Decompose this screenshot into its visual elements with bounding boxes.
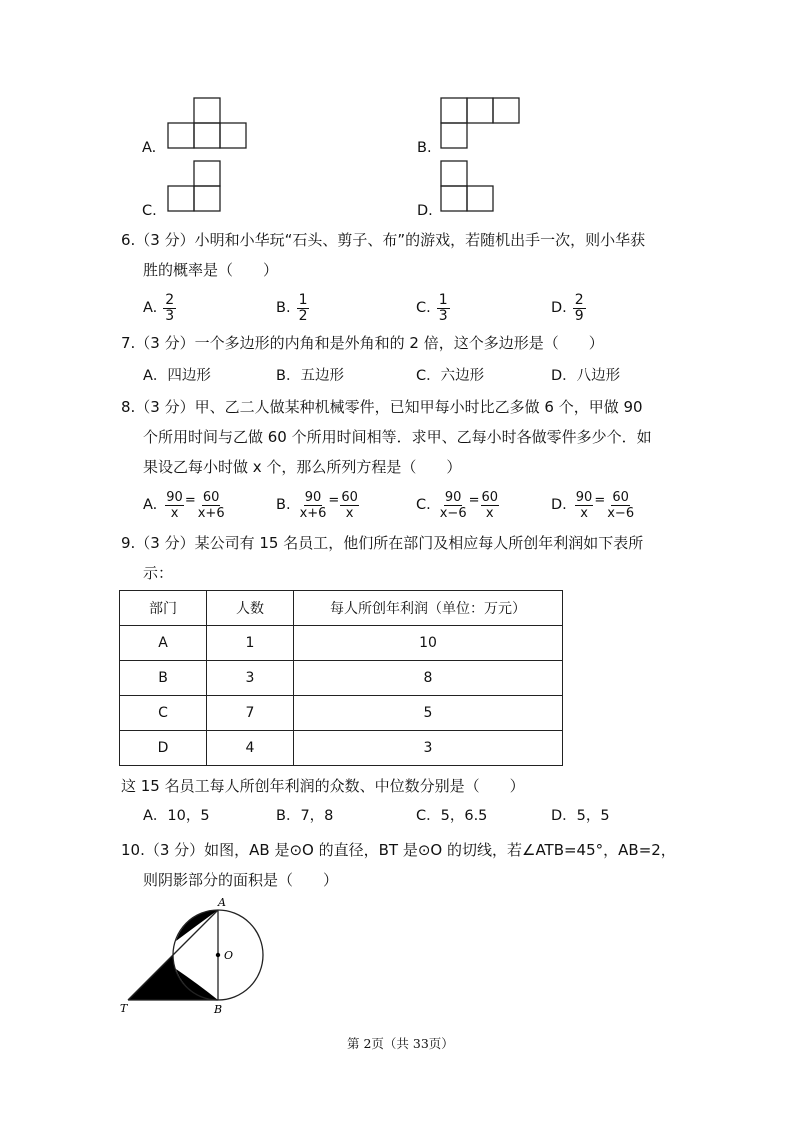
denominator: x+6 bbox=[197, 505, 225, 521]
numerator: 60 bbox=[202, 489, 220, 505]
table-cell: C bbox=[120, 696, 207, 731]
profit-table bbox=[119, 590, 563, 766]
table-header-cell: 部门 bbox=[120, 591, 207, 626]
numerator: 60 bbox=[481, 489, 499, 505]
table-cell: 5 bbox=[294, 696, 563, 731]
fraction-left bbox=[299, 490, 328, 521]
denominator: x bbox=[580, 505, 588, 521]
q8-equation bbox=[575, 489, 635, 521]
q10-text-line1: 10.（3 分）如图，AB 是⊙O 的直径，BT 是⊙O 的切线，若∠ATB=45°，AB=2， bbox=[121, 841, 676, 859]
q8-text-line3: 果设乙每小时做 x 个，那么所列方程是（ ） bbox=[143, 458, 462, 476]
denominator: x bbox=[345, 505, 354, 521]
denominator: x−6 bbox=[439, 505, 467, 521]
table-row bbox=[120, 626, 563, 661]
q9-option-c: C．5，6.5 bbox=[416, 808, 488, 824]
numerator: 90 bbox=[575, 489, 593, 505]
fraction-right bbox=[481, 490, 500, 521]
numerator: 60 bbox=[341, 489, 358, 505]
equals-sign: = bbox=[594, 493, 606, 508]
q7-text-line1: 7.（3 分）一个多边形的内角和是外角和的 2 倍，这个多边形是（ ） bbox=[121, 334, 604, 352]
q8-option-d bbox=[551, 489, 635, 521]
table-row bbox=[120, 661, 563, 696]
q9-text-line2: 示： bbox=[143, 564, 174, 582]
table-header-cell: 每人所创年利润（单位：万元） bbox=[294, 591, 563, 626]
table-cell: 4 bbox=[207, 731, 294, 766]
table-cell: D bbox=[120, 731, 207, 766]
q5-net-c bbox=[168, 161, 224, 213]
denominator: 9 bbox=[574, 307, 584, 324]
equals-sign: = bbox=[328, 493, 340, 508]
numerator: 1 bbox=[438, 291, 448, 308]
q7-option-b: B．五边形 bbox=[276, 368, 344, 384]
numerator: 60 bbox=[612, 489, 629, 505]
q8-equation bbox=[439, 489, 499, 521]
q6-fraction bbox=[297, 293, 310, 324]
q10-text-line2: 则阴影部分的面积是（ ） bbox=[143, 871, 339, 889]
q5-net-a bbox=[168, 98, 248, 150]
q6-option-label: B. bbox=[276, 300, 291, 316]
numerator: 90 bbox=[166, 489, 183, 505]
page-footer: 第 2页（共 33页） bbox=[347, 1036, 454, 1051]
q9-option-b: B．7，8 bbox=[276, 808, 334, 824]
denominator: 3 bbox=[165, 307, 175, 324]
q9-text-line1: 9.（3 分）某公司有 15 名员工，他们所在部门及相应每人所创年利润如下表所 bbox=[121, 534, 644, 552]
q6-fraction bbox=[573, 293, 586, 324]
center-point bbox=[216, 953, 220, 957]
table-row bbox=[120, 696, 563, 731]
denominator: x bbox=[170, 505, 179, 521]
numerator: 2 bbox=[165, 291, 175, 308]
table-cell: A bbox=[120, 626, 207, 661]
q9-option-a: A．10，5 bbox=[143, 808, 210, 824]
q8-option-label: C. bbox=[416, 497, 431, 513]
q8-equation bbox=[299, 489, 359, 521]
table-cell: 10 bbox=[294, 626, 563, 661]
fraction-right bbox=[197, 490, 226, 521]
table-cell: 7 bbox=[207, 696, 294, 731]
q5-option-d-label: D. bbox=[417, 203, 433, 219]
table-cell: 3 bbox=[207, 661, 294, 696]
q8-option-a bbox=[143, 489, 226, 521]
q5-option-a-label: A. bbox=[142, 140, 157, 156]
table-cell: 3 bbox=[294, 731, 563, 766]
q8-equation bbox=[165, 489, 225, 521]
q6-option-c bbox=[416, 292, 450, 324]
fraction-right bbox=[606, 490, 635, 521]
table-cell: 8 bbox=[294, 661, 563, 696]
denominator: 2 bbox=[298, 307, 308, 324]
q6-option-label: C. bbox=[416, 300, 431, 316]
q6-fraction bbox=[163, 293, 176, 324]
label-o: O bbox=[224, 949, 234, 962]
q7-option-d: D．八边形 bbox=[551, 368, 621, 384]
q5-option-b-label: B. bbox=[417, 140, 432, 156]
q5-option-c-label: C. bbox=[142, 203, 157, 219]
q8-option-label: D. bbox=[551, 497, 567, 513]
q6-option-label: A. bbox=[143, 300, 158, 316]
fraction-left bbox=[575, 490, 594, 521]
table-cell: 1 bbox=[207, 626, 294, 661]
q6-option-d bbox=[551, 292, 586, 324]
label-b: B bbox=[214, 1003, 223, 1016]
q6-option-a bbox=[143, 292, 176, 324]
q6-text-line2: 胜的概率是（ ） bbox=[143, 261, 279, 279]
table-header-row bbox=[120, 591, 563, 626]
table-cell: B bbox=[120, 661, 207, 696]
q6-option-label: D. bbox=[551, 300, 567, 316]
numerator: 90 bbox=[444, 489, 462, 505]
denominator: 3 bbox=[438, 307, 448, 324]
numerator: 1 bbox=[298, 291, 308, 308]
q5-net-d bbox=[441, 161, 497, 213]
q8-option-label: B. bbox=[276, 497, 291, 513]
equals-sign: = bbox=[468, 493, 480, 508]
label-a: A bbox=[218, 896, 226, 909]
q9-option-d: D．5，5 bbox=[551, 808, 610, 824]
q6-option-b bbox=[276, 292, 309, 324]
q8-option-b bbox=[276, 489, 359, 521]
denominator: x−6 bbox=[607, 505, 635, 521]
q7-option-a: A．四边形 bbox=[143, 368, 211, 384]
label-t: T bbox=[120, 1002, 128, 1015]
q8-option-label: A. bbox=[143, 497, 158, 513]
table-row bbox=[120, 731, 563, 766]
fraction-left bbox=[165, 490, 184, 521]
denominator: x bbox=[485, 505, 494, 521]
fraction-right bbox=[340, 490, 359, 521]
q8-text-line1: 8.（3 分）甲、乙二人做某种机械零件，已知甲每小时比乙多做 6 个，甲做 90 bbox=[121, 398, 643, 416]
table-header-cell: 人数 bbox=[207, 591, 294, 626]
fraction-left bbox=[439, 490, 468, 521]
denominator: x+6 bbox=[299, 505, 327, 521]
q10-geometry-figure bbox=[118, 896, 278, 1016]
q8-text-line2: 个所用时间与乙做 60 个所用时间相等．求甲、乙每小时各做零件多少个．如 bbox=[143, 428, 652, 446]
q5-net-b bbox=[441, 98, 521, 150]
numerator: 2 bbox=[574, 291, 584, 308]
equals-sign: = bbox=[184, 493, 196, 508]
q6-fraction bbox=[437, 293, 450, 324]
q7-option-c: C．六边形 bbox=[416, 368, 485, 384]
q9-question: 这 15 名员工每人所创年利润的众数、中位数分别是（ ） bbox=[121, 777, 525, 795]
q8-option-c bbox=[416, 489, 499, 521]
numerator: 90 bbox=[304, 489, 322, 505]
q6-text-line1: 6.（3 分）小明和小华玩“石头、剪子、布”的游戏，若随机出手一次，则小华获 bbox=[121, 231, 646, 249]
